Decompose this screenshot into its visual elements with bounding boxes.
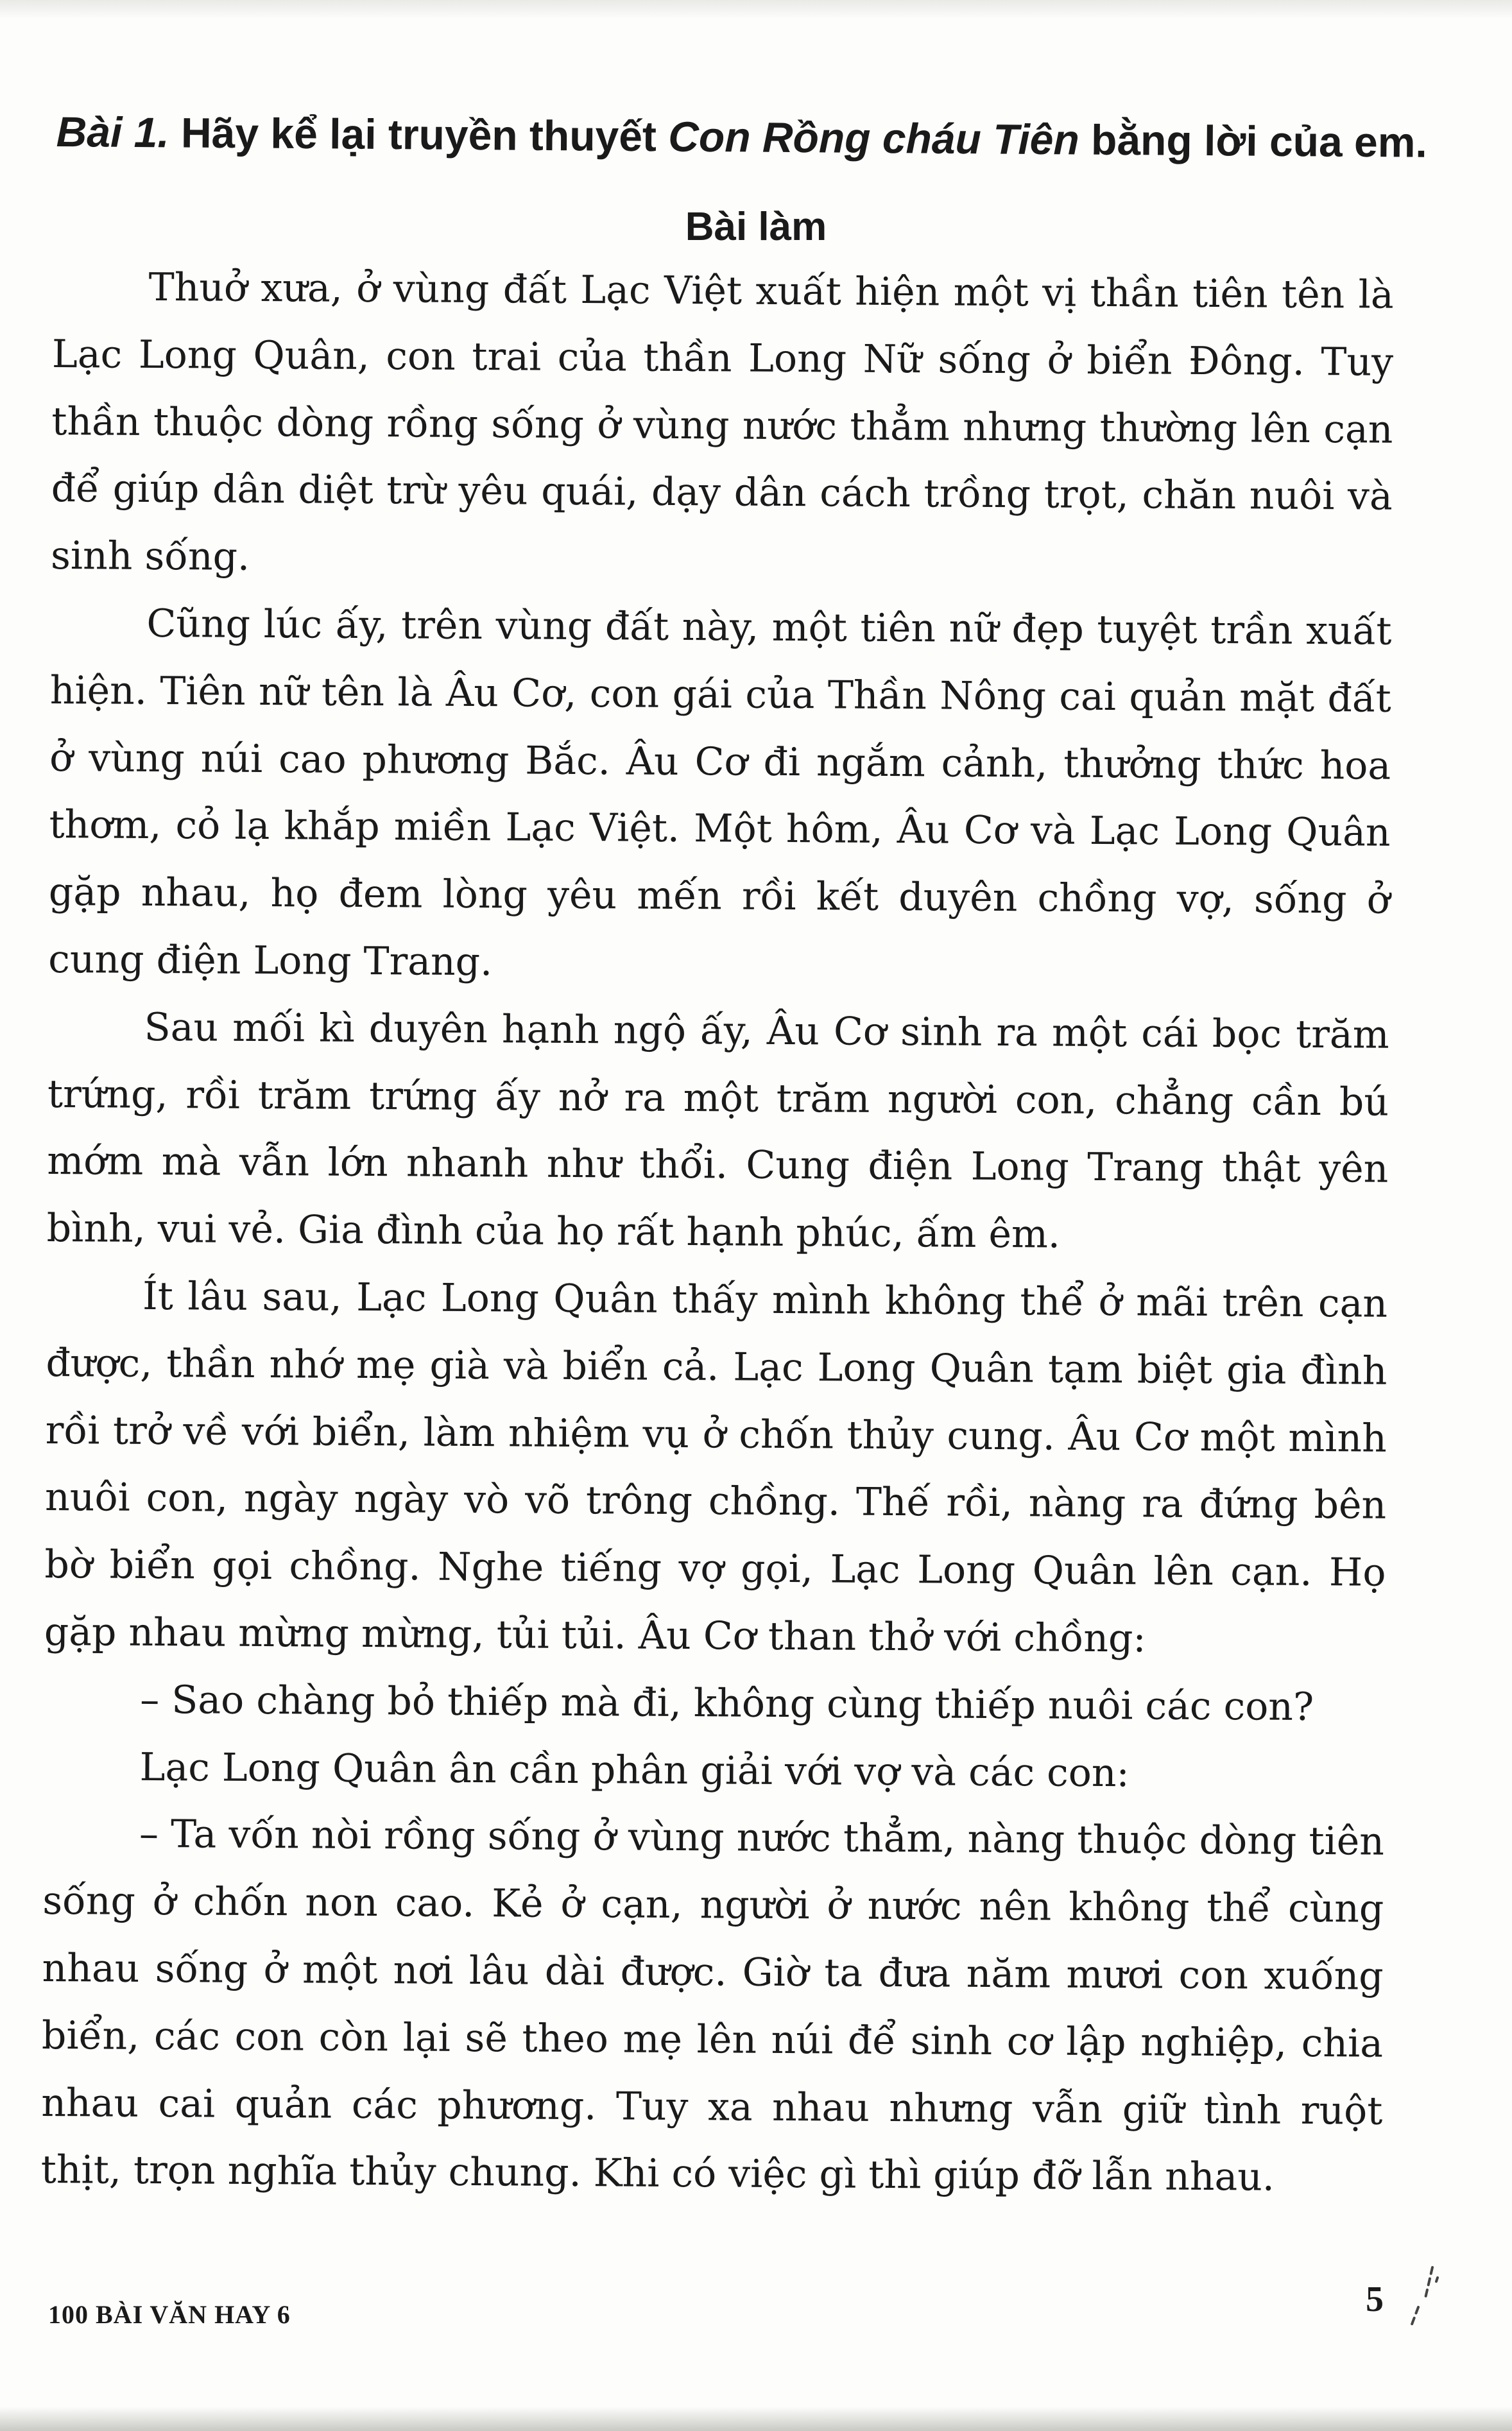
dialogue-line: – Ta vốn nòi rồng sống ở vùng nước thẳm, nàng thuộc dòng tiên sống ở chốn non cao. Kẻ ở cạn, người ở nước nên không thể cùng nhau sống ở một nơi lâu dài được. Giờ ta đưa năm mươi con xuống biển, các con còn lại sẽ theo mẹ lên núi để sinh cơ lập nghiệp, chia nhau cai quản các phương. Tuy xa nhau nhưng vẫn giữ tình ruột thịt, trọn nghĩa thủy chung. Khi có việc gì thì giúp đỡ lẫn nhau.: [40, 1812, 1385, 2200]
paragraph: Ít lâu sau, Lạc Long Quân thấy mình không thể ở mãi trên cạn được, thần nhớ mẹ già và biển cả. Lạc Long Quân tạm biệt gia đình rồi trở về với biển, làm nhiệm vụ ở chốn thủy cung. Âu Cơ một mình nuôi con, ngày ngày vò võ trông chồng. Thế rồi, nàng ra đứng bên bờ biển gọi chồng. Nghe tiếng vợ gọi, Lạc Long Quân lên cạn. Họ gặp nhau mừng mừng, tủi tủi. Âu Cơ than thở với chồng:: [44, 1273, 1388, 1662]
exercise-prompt-end: bằng lời của em.: [1079, 116, 1428, 166]
scan-edge: [0, 0, 1512, 19]
paragraph: Thuở xưa, ở vùng đất Lạc Việt xuất hiện một vị thần tiên tên là Lạc Long Quân, con trai của thần Long Nữ sống ở biển Đông. Tuy thần thuộc dòng rồng sống ở vùng nước thẳm nhưng thường lên cạn để giúp dân diệt trừ yêu quái, dạy dân cách trồng trọt, chăn nuôi và sinh sống.: [50, 264, 1394, 580]
dialogue-line: – Sao chàng bỏ thiếp mà đi, không cùng thiếp nuôi các con?: [140, 1677, 1314, 1730]
story-title: Con Rồng cháu Tiên: [668, 112, 1080, 164]
paragraph: Lạc Long Quân ân cần phân giải với vợ và các con:: [139, 1744, 1130, 1796]
essay-body: [40, 253, 1394, 2212]
exercise-label: Bài 1.: [56, 107, 170, 157]
page-number: 5: [1366, 2280, 1384, 2319]
section-title: Bài làm: [685, 205, 827, 249]
paragraph: Sau mối kì duyên hạnh ngộ ấy, Âu Cơ sinh ra một cái bọc trăm trứng, rồi trăm trứng ấy nở ra một trăm người con, chẳng cần bú mớm mà vẫn lớn nhanh như thổi. Cung điện Long Trang thật yên bình, vui vẻ. Gia đình của họ rất hạnh phúc, ấm êm.: [46, 1004, 1389, 1257]
pen-scribble-icon: [1399, 2262, 1444, 2333]
paragraph: Cũng lúc ấy, trên vùng đất này, một tiên nữ đẹp tuyệt trần xuất hiện. Tiên nữ tên là Âu Cơ, con gái của Thần Nông cai quản mặt đất ở vùng núi cao phương Bắc. Âu Cơ đi ngắm cảnh, thưởng thức hoa thơm, cỏ lạ khắp miền Lạc Việt. Một hôm, Âu Cơ và Lạc Long Quân gặp nhau, họ đem lòng yêu mến rồi kết duyên chồng vợ, sống ở cung điện Long Trang.: [48, 601, 1392, 985]
book-title-footer: 100 BÀI VĂN HAY 6: [48, 2300, 291, 2329]
scan-bottom-edge: [0, 2407, 1512, 2431]
exercise-prompt-start: Hãy kể lại truyền thuyết: [169, 108, 669, 160]
exercise-heading: [56, 103, 1468, 171]
